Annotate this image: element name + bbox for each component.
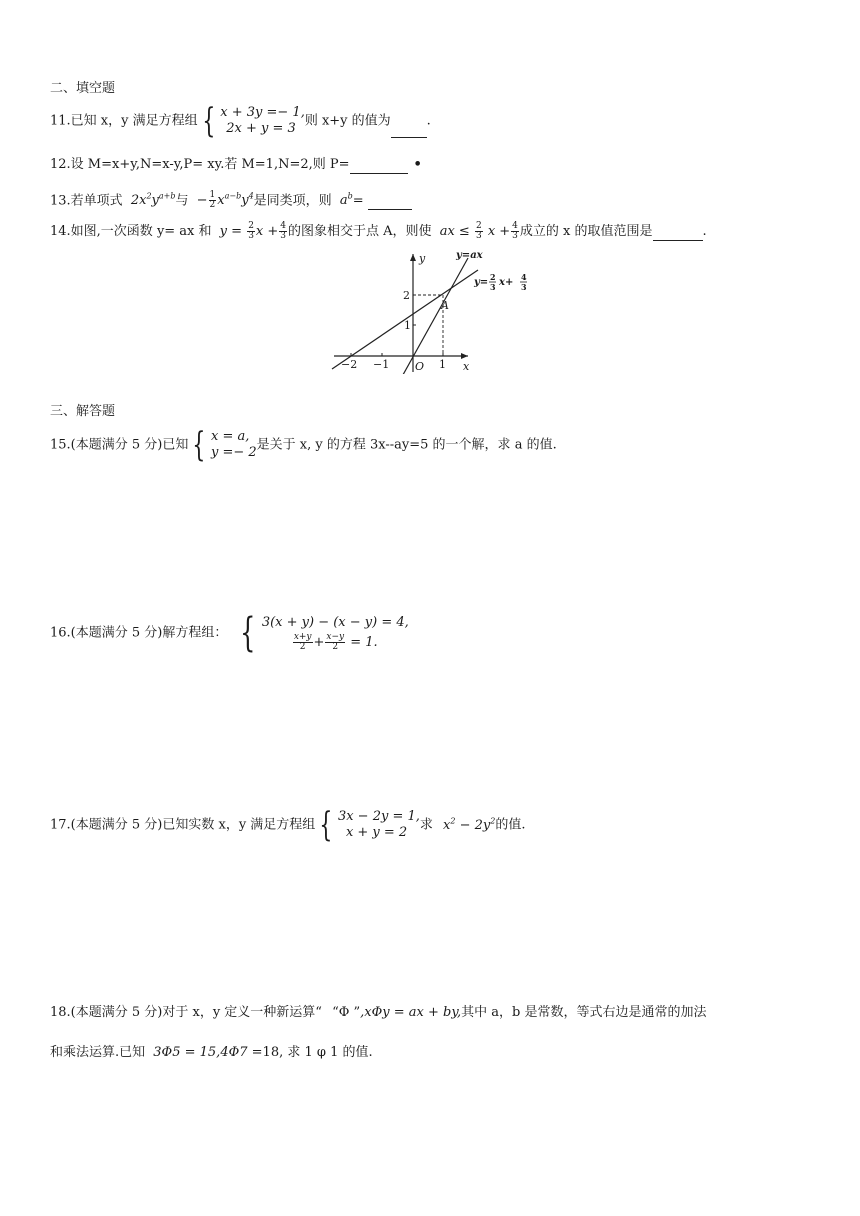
question-12 — [50, 156, 422, 174]
question-18-line-2 — [50, 1044, 373, 1062]
q11-lead: 11.已知 x，y 满足方程组 — [50, 113, 198, 129]
q15-lead: 15.(本题满分 5 分)已知 — [50, 437, 189, 453]
q18-line2-tail: 18, 求 1 φ 1 的值. — [262, 1045, 373, 1060]
q13-mid: 与 — [175, 193, 189, 209]
q14-graph — [328, 246, 538, 374]
question-18-line-1 — [50, 1004, 706, 1022]
tick-x1-label: 1 — [439, 358, 446, 371]
q13-lead: 13.若单项式 — [50, 193, 123, 209]
section-heading-fill-blank: 二、填空题 — [50, 81, 116, 96]
tick-y2-label: 2 — [403, 289, 410, 302]
left-brace-icon: { — [319, 805, 333, 845]
question-14 — [50, 222, 707, 241]
q11-eq1: x + 3y =− 1, — [220, 105, 305, 120]
q14-line-eq: y = $\frac{2}{3}$ x + $\frac{4}{3}$ — [219, 221, 287, 241]
q18-condition: 3Φ5 = 15,4Φ7 = — [153, 1045, 263, 1060]
q11-tail: 则 x+y 的值为 — [304, 113, 391, 129]
q18-line2-lead: 和乘法运算.已知 — [50, 1045, 146, 1060]
q16-system — [235, 610, 409, 656]
q12-answer-blank[interactable] — [350, 159, 408, 174]
question-15 — [50, 425, 557, 465]
line1-label: y=ax — [456, 250, 483, 261]
q11-system — [198, 101, 305, 141]
q16-eq1: 3(x + y) − (x − y) = 4, — [261, 615, 409, 630]
q17-eq1: 3x − 2y = 1, — [337, 809, 420, 824]
q14-answer-blank[interactable] — [653, 226, 703, 241]
x-axis-arrow-icon — [461, 353, 468, 359]
q13-monomial-1: $2x^2y^{a+b}$ — [130, 192, 176, 209]
left-brace-icon: { — [192, 425, 206, 465]
q18-op-quote: “Φ ” — [332, 1005, 361, 1020]
line2-f1-num: 2 — [490, 272, 496, 282]
line2-f2-den: 3 — [521, 282, 527, 292]
question-17 — [50, 805, 526, 845]
q12-end: • — [413, 157, 422, 172]
q13-answer-blank[interactable] — [368, 195, 412, 210]
q17-system — [315, 805, 420, 845]
line2-f2-num: 4 — [521, 272, 527, 282]
x-axis-label: x — [463, 360, 470, 373]
q15-tail: 是关于 x, y 的方程 3x--ay=5 的一个解，求 a 的值. — [256, 437, 557, 453]
left-brace-icon: { — [240, 610, 256, 656]
line2-mid: x+ — [499, 277, 514, 288]
q15-system — [188, 425, 257, 465]
line2-label-prefix: y= — [474, 277, 489, 288]
q18-op-def: ,xΦy = ax + by, — [360, 1005, 462, 1020]
q17-eq2: x + y = 2 — [345, 825, 408, 840]
q15-eq1: x = a, — [211, 429, 250, 444]
q14-end: . — [702, 224, 707, 239]
origin-label: O — [415, 360, 425, 373]
q13-monomial-2: − $\frac{1}{2}$ $x^{a-b}y^4$ — [196, 190, 254, 211]
q13-power: $a^b$ — [339, 192, 353, 209]
q16-eq2: $\frac{x+y}{2}$ + $\frac{x-y}{2}$ = 1. — [293, 632, 378, 652]
tick-y1-label: 1 — [404, 319, 411, 332]
q13-tail: 是同类项，则 — [253, 193, 332, 209]
q13-eq: = — [352, 193, 364, 209]
q17-lead: 17.(本题满分 5 分)已知实数 x，y 满足方程组 — [50, 817, 316, 833]
question-13 — [50, 188, 412, 210]
left-brace-icon: { — [201, 101, 215, 141]
q11-eq2: 2x + y = 3 — [226, 121, 296, 136]
y-axis-arrow-icon — [410, 254, 416, 261]
q15-eq2: y =− 2 — [211, 445, 257, 460]
q18-lead: 18.(本题满分 5 分)对于 x，y 定义一种新运算“ — [50, 1005, 327, 1020]
q17-expression: $x^2 - 2y^2$ — [443, 816, 496, 833]
line2-f1-den: 3 — [490, 282, 496, 292]
q11-end: . — [426, 113, 431, 129]
q14-lead: 14.如图,一次函数 y= ax 和 — [50, 224, 212, 239]
q14-tail: 成立的 x 的取值范围是 — [519, 224, 653, 239]
tick-xm2-label: −2 — [341, 358, 358, 371]
q11-answer-blank[interactable] — [391, 123, 427, 138]
tick-xm1-label: −1 — [373, 358, 390, 371]
section-heading-solve: 三、解答题 — [50, 404, 116, 419]
q17-tail: 求 — [419, 817, 433, 833]
q16-lead: 16.(本题满分 5 分)解方程组： — [50, 625, 228, 641]
question-11 — [50, 101, 431, 141]
q14-inequality: ax ≤ $\frac{2}{3}$ x + $\frac{4}{3}$ — [439, 221, 518, 241]
q12-text: 12.设 M=x+y,N=x-y,P= xy.若 M=1,N=2,则 P= — [50, 157, 350, 172]
q17-end: 的值. — [495, 817, 526, 833]
point-a-label: A — [441, 299, 449, 312]
y-axis-label: y — [419, 252, 426, 265]
question-16 — [50, 610, 409, 656]
q14-mid: 的图象相交于点 A，则使 — [288, 224, 432, 239]
q18-line1-tail: 其中 a，b 是常数，等式右边是通常的加法 — [461, 1005, 707, 1020]
